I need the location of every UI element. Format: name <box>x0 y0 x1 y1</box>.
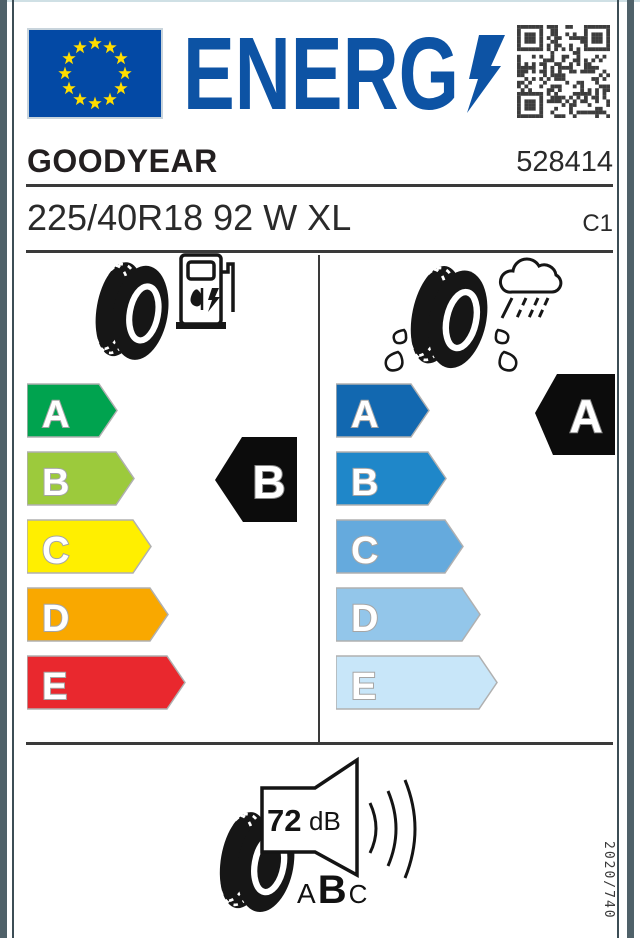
class-letter: C <box>42 530 70 572</box>
class-letter: A <box>42 394 70 436</box>
fuel-class-B <box>27 451 135 506</box>
brand-name: GOODYEAR <box>27 143 218 179</box>
frame-left-inner <box>12 0 14 938</box>
noise-class-A: A <box>297 878 316 909</box>
wet-grip-rating-letter: A <box>569 390 603 442</box>
separator-line <box>26 184 613 187</box>
fuel-class-D <box>27 587 169 642</box>
class-letter: D <box>351 598 379 640</box>
fuel-class-E <box>27 655 186 710</box>
wet-grip-scale <box>336 383 498 723</box>
noise-class-B: B <box>317 868 347 912</box>
class-letter: A <box>351 394 379 436</box>
sound-wave-icon <box>405 780 415 878</box>
energy-logo <box>183 33 513 117</box>
fuel-class-C <box>27 519 152 574</box>
frame-right-inner <box>617 0 619 938</box>
frame-top-edge <box>0 0 640 2</box>
wet-class-B <box>336 451 447 506</box>
frame-left-outer <box>0 0 7 938</box>
wet-class-A <box>336 383 430 438</box>
fuel-rating-arrow <box>215 437 297 522</box>
class-letter: D <box>42 598 70 640</box>
energy-logo-text: ENERG <box>183 33 459 117</box>
fuel-efficiency-tyre-icon <box>86 258 174 364</box>
lightning-bolt-icon <box>467 35 505 113</box>
noise-class-C: C <box>348 879 368 909</box>
fuel-rating-letter: B <box>252 456 286 508</box>
sound-wave-icon <box>370 803 376 853</box>
vehicle-class: C1 <box>582 210 613 237</box>
panel-divider <box>318 255 320 742</box>
noise-value: 72 <box>267 803 302 838</box>
qr-code-icon <box>517 25 610 118</box>
wet-class-C <box>336 519 464 574</box>
regulation-reference: 2020/740 <box>601 841 616 920</box>
noise-unit: dB <box>309 806 341 836</box>
tyre-dimensions: 225/40R18 92 W XL <box>27 197 352 238</box>
wet-class-D <box>336 587 481 642</box>
class-letter: B <box>42 462 70 504</box>
frame-right-outer <box>627 0 634 938</box>
water-splash-right-icon <box>482 328 518 372</box>
wet-class-E <box>336 655 498 710</box>
eu-flag-icon <box>27 28 163 119</box>
class-letter: E <box>351 666 377 708</box>
fuel-pump-icon <box>176 250 238 332</box>
separator-line <box>26 742 613 745</box>
sound-wave-icon <box>388 791 396 866</box>
loudspeaker-icon <box>253 753 423 883</box>
fuel-class-A <box>27 383 118 438</box>
water-splash-left-icon <box>384 328 420 372</box>
noise-class-scale <box>297 868 367 913</box>
fuel-efficiency-scale <box>27 383 186 723</box>
rain-cloud-icon <box>490 252 570 332</box>
wet-grip-rating-arrow <box>535 374 615 457</box>
class-letter: E <box>42 666 68 708</box>
class-letter: C <box>351 530 379 572</box>
class-letter: B <box>351 462 379 504</box>
product-code: 528414 <box>516 146 613 178</box>
